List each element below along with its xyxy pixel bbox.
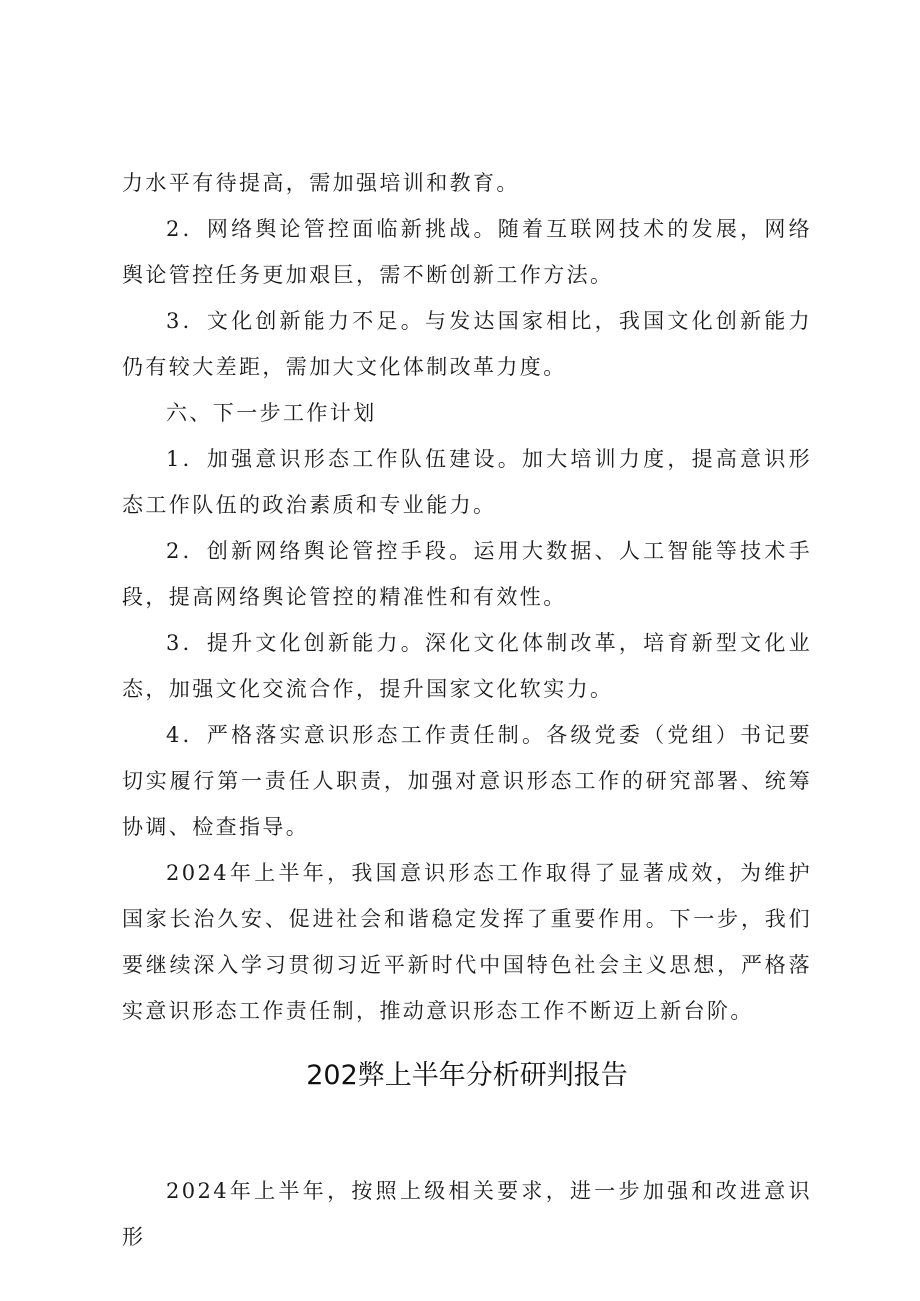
paragraph-plan-4: 4．严格落实意识形态工作责任制。各级党委（党组）书记要切实履行第一责任人职责，加强对意识形态工作的研究部署、统筹协调、检查指导。 [122, 723, 812, 839]
section-heading-next-steps: 六、下一步工作计划 [166, 401, 377, 425]
paragraph-conclusion: 2024年上半年，我国意识形态工作取得了显著成效，为维护国家长治久安、促进社会和谐稳定发挥了重要作用。下一步，我们要继续深入学习贯彻习近平新时代中国特色社会主义思想，严格落实意识形态工作责任制，推动意识形态工作不断迈上新台阶。 [122, 861, 812, 1023]
paragraph-plan-2: 2．创新网络舆论管控手段。运用大数据、人工智能等技术手段，提高网络舆论管控的精准性和有效性。 [122, 539, 812, 609]
paragraph-problem-3: 3．文化创新能力不足。与发达国家相比，我国文化创新能力仍有较大差距，需加大文化体制改革力度。 [122, 309, 812, 379]
document-body [122, 160, 812, 1260]
paragraph-plan-3: 3．提升文化创新能力。深化文化体制改革，培育新型文化业态，加强文化交流合作，提升国家文化软实力。 [122, 631, 812, 701]
paragraph-continuation: 力水平有待提高，需加强培训和教育。 [122, 171, 520, 195]
paragraph-plan-1: 1．加强意识形态工作队伍建设。加大培训力度，提高意识形态工作队伍的政治素质和专业能力。 [122, 447, 812, 517]
paragraph-problem-2: 2．网络舆论管控面临新挑战。随着互联网技术的发展，网络舆论管控任务更加艰巨，需不断创新工作方法。 [122, 217, 812, 287]
report-title: 202弊上半年分析研判报告 [306, 1060, 628, 1091]
paragraph-intro: 2024年上半年，按照上级相关要求，进一步加强和改进意识形 [122, 1179, 812, 1249]
